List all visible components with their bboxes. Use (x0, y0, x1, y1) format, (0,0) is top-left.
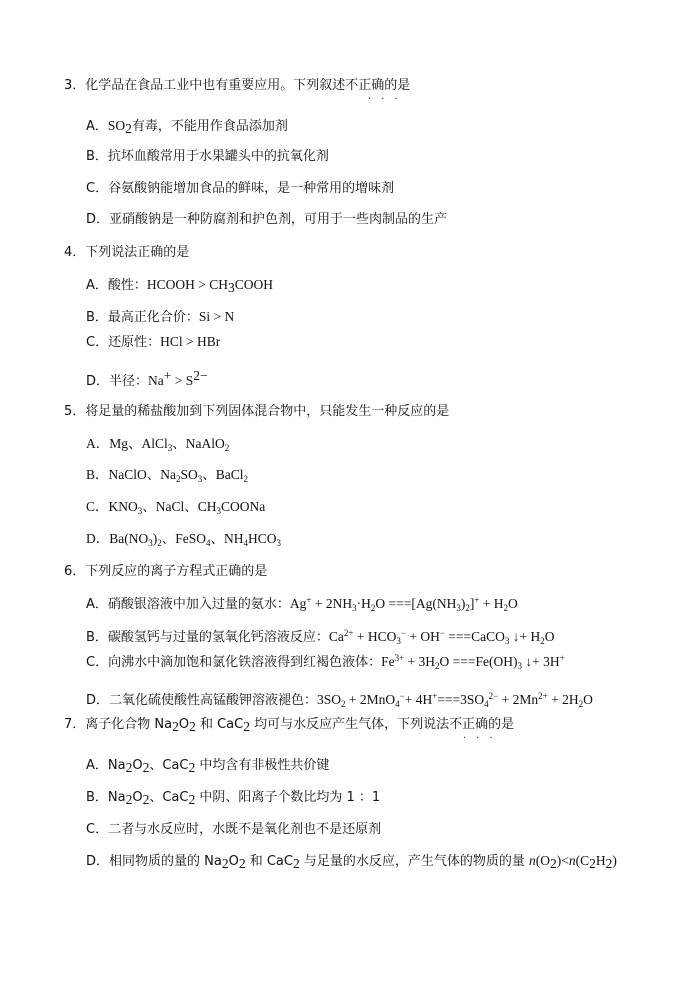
q6-b-t6: + OH (405, 629, 440, 644)
q5-b-sub2: 3 (197, 474, 203, 484)
q7-b-sub2: 2 (142, 792, 150, 807)
q6-a-t5: ·H (356, 596, 371, 611)
q7-s4: 均可与水反应产生气体，下列说法不正确的是 (249, 717, 515, 732)
q5-a-2: 、NaAlO (172, 436, 225, 451)
q6-c-t5: O ===Fe(OH) (439, 654, 518, 669)
q3-a-rest: 有毒，不能用作食品添加剂 (131, 119, 288, 134)
q4-d-prefix: D．半径： (86, 374, 149, 389)
q6-d-t13: + 2H (547, 692, 579, 707)
q4-d-gt: > S (171, 373, 194, 388)
q6-b-t7: − (439, 628, 445, 638)
q7-d-sub4: 2 (549, 856, 557, 871)
q5-option-a (86, 435, 229, 453)
q5-c-sub2: 3 (216, 506, 222, 516)
q6-b-t12: O (544, 629, 555, 644)
q6-a-t4: 3 (352, 603, 357, 613)
q5-c-sub1: 3 (137, 506, 143, 516)
q7-d-sub1: 2 (221, 856, 229, 871)
q4-a-formula: HCOOH > CH (146, 277, 229, 292)
q6-c-t1: Fe (381, 654, 395, 669)
q7-option-d (86, 852, 617, 871)
q5-option-b (86, 466, 248, 484)
q6-b-t5: − (400, 628, 406, 638)
q7-option-a (86, 757, 329, 775)
q7-d8: H (595, 853, 606, 868)
q6-a-t10: 2 (465, 603, 470, 613)
q7-a2: O (132, 758, 143, 773)
q5-d-sub3: 4 (206, 538, 211, 548)
q4-b-formula: Si > N (198, 309, 235, 324)
question-6-stem: 6．下列反应的离子方程式正确的是 (64, 564, 268, 579)
q7-b-sub3: 2 (188, 792, 196, 807)
q5-a-sub1: 3 (167, 443, 173, 453)
q6-b-t11: 2 (540, 636, 545, 646)
q5-b-1: B．NaClO、Na (86, 467, 176, 482)
q6-a-t7: O ===[Ag(NH (375, 596, 457, 611)
q7-d-sub5: 2 (589, 856, 596, 871)
q7-d3: 和 CaC (245, 854, 293, 869)
q6-d-t6: + 4H (404, 692, 433, 707)
q6-option-d (86, 691, 593, 710)
q7-d4: 与足量的水反应，产生气体的物质的量 (299, 854, 529, 869)
q6-d-t2: 2 (341, 699, 346, 709)
q6-option-b (86, 628, 555, 647)
q7-a-sub2: 2 (142, 760, 150, 775)
q3-a-prefix: A． (86, 119, 108, 134)
q7-d9: ) (612, 853, 617, 868)
q6-d-equation (317, 692, 593, 707)
q6-c-equation (381, 654, 565, 669)
emphasis-dots: ··· (368, 94, 408, 105)
q6-d-t1: 3SO (317, 692, 342, 707)
q6-b-t1: Ca (328, 629, 344, 644)
q6-a-t8: 3 (456, 603, 461, 613)
q7-s-sub1: 2 (172, 719, 179, 734)
q5-d-sub1: 3 (148, 538, 153, 548)
q6-b-t2: 2+ (343, 628, 354, 638)
q6-a-t15: O (508, 596, 518, 611)
q6-d-t12: 2+ (538, 691, 548, 701)
q6-b-t3: + HCO (353, 629, 397, 644)
q7-d1: D．相同物质的量的 Na (86, 854, 222, 869)
q6-a-t3: + 2NH (311, 596, 353, 611)
q5-d-sub4: 4 (243, 538, 249, 548)
q5-option-d (86, 530, 281, 548)
q7-a4: 中均含有非极性共价键 (195, 758, 330, 773)
q4-a-formula2: COOH (234, 277, 274, 292)
q5-c-3: COONa (221, 499, 266, 514)
q6-a-t12: + (474, 595, 480, 605)
q7-d2: O (228, 854, 239, 869)
q7-a1: A．Na (86, 758, 126, 773)
q4-option-d (86, 368, 208, 391)
q7-a3: 、CaC (149, 758, 189, 773)
emphasis-dots: ··· (463, 733, 503, 744)
q3-a-sub: 2 (125, 121, 132, 136)
q6-c-prefix: C．向沸水中滴加饱和氯化铁溶液得到红褐色液体： (86, 655, 382, 670)
q6-c-t8: + (559, 653, 565, 663)
q5-d-2: ) (152, 531, 158, 546)
q6-d-t9: 4 (484, 699, 489, 709)
q6-a-t13: + H (479, 596, 504, 611)
q6-b-t4: 3 (396, 636, 401, 646)
q3-stem-text: 3．化学品在食品工业中也有重要应用。下列叙述不正确的是 (64, 78, 411, 93)
q6-b-equation (329, 629, 555, 644)
q6-b-t10: ↓+ H (509, 629, 541, 644)
q7-d-sub2: 2 (238, 856, 246, 871)
q6-a-prefix: A．硝酸银溶液中加入过量的氨水： (86, 597, 290, 612)
q4-d-na: Na (148, 373, 164, 388)
q7-a-sub3: 2 (188, 760, 196, 775)
q6-d-t11: + 2Mn (498, 692, 539, 707)
q6-d-t10: 2− (488, 691, 499, 701)
q6-a-t6: 2 (370, 603, 376, 613)
q7-option-c: C．二者与水反应时，水既不是氧化剂也不是还原剂 (86, 822, 382, 837)
q3-option-d: D．亚硝酸钠是一种防腐剂和护色剂，可用于一些肉制品的生产 (86, 212, 448, 227)
q7-b1: B．Na (86, 790, 126, 805)
q6-d-t7: + (432, 691, 438, 701)
q4-c-formula: HCl > HBr (160, 334, 221, 349)
q7-s3: 和 CaC (195, 717, 244, 732)
q5-d-5: HCO (248, 531, 277, 546)
q5-b-sub3: 2 (243, 474, 249, 484)
q7-s-sub3: 2 (243, 719, 250, 734)
q5-b-sub1: 2 (176, 474, 181, 484)
q7-option-b (86, 789, 380, 807)
q6-a-t9: ) (460, 596, 466, 611)
q3-a-so: SO (107, 118, 126, 133)
q5-a-1: A．Mg、AlCl (86, 436, 168, 451)
q6-c-t2: 3+ (394, 653, 405, 663)
q7-b-sub1: 2 (125, 792, 133, 807)
q4-b-prefix: B．最高正化合价： (86, 310, 199, 325)
q7-d5: (O (535, 853, 550, 868)
q4-option-c (86, 333, 220, 352)
q7-s2: O (178, 717, 190, 732)
q5-d-4: 、NH (210, 531, 244, 546)
q7-b3: 、CaC (149, 790, 189, 805)
question-3-stem (64, 77, 410, 95)
q7-d7: (C (575, 853, 590, 868)
q6-option-c (86, 653, 565, 672)
q6-d-t3: + 2MnO (345, 692, 396, 707)
q3-option-a (86, 117, 288, 136)
q5-c-2: 、NaCl、CH (142, 499, 217, 514)
q5-d-1: D．Ba(NO (86, 531, 149, 546)
q7-d-n2: n (568, 853, 576, 868)
q7-a-sub1: 2 (125, 760, 133, 775)
q6-b-t9: 3 (504, 636, 510, 646)
q5-b-2: SO (180, 467, 198, 482)
q6-d-t4: 4 (395, 699, 400, 709)
q5-c-1: C．KNO (86, 499, 138, 514)
q6-a-t11: ] (469, 596, 475, 611)
q5-d-sub5: 3 (276, 538, 282, 548)
q6-d-t14: 2 (578, 699, 584, 709)
q6-b-t8: ===CaCO (444, 629, 505, 644)
q6-d-t8: ===3SO (437, 692, 485, 707)
q6-b-prefix: B．碳酸氢钙与过量的氢氧化钙溶液反应： (86, 630, 329, 645)
q6-c-t7: ↓+ 3H (522, 654, 560, 669)
q6-a-equation (290, 596, 518, 611)
q6-a-t14: 2 (503, 603, 509, 613)
q7-d-sub3: 2 (292, 856, 300, 871)
q5-d-3: 、FeSO (161, 531, 207, 546)
q5-d-sub2: 2 (157, 538, 162, 548)
q7-d-n1: n (528, 853, 536, 868)
q4-option-a (86, 276, 273, 295)
q6-a-t2: + (306, 595, 312, 605)
q6-d-prefix: D．二氧化硫使酸性高锰酸钾溶液褪色： (86, 693, 318, 708)
q6-c-t4: 2 (435, 661, 440, 671)
q6-d-t5: − (399, 691, 405, 701)
q4-a-prefix: A．酸性： (86, 278, 147, 293)
q5-a-sub2: 2 (224, 443, 230, 453)
q6-c-t3: + 3H (404, 654, 436, 669)
q5-option-c (86, 498, 265, 516)
q7-d6: )< (556, 853, 569, 868)
q7-d-sub6: 2 (605, 856, 613, 871)
q4-a-sub: 3 (228, 280, 235, 295)
q7-b2: O (132, 790, 143, 805)
q4-option-b (86, 308, 234, 327)
question-5-stem: 5．将足量的稀盐酸加到下列固体混合物中，只能发生一种反应的是 (64, 404, 450, 419)
question-4-stem: 4．下列说法正确的是 (64, 245, 190, 260)
question-7-stem (64, 716, 514, 734)
q5-b-3: 、BaCl (202, 467, 244, 482)
q4-c-prefix: C．还原性： (86, 335, 161, 350)
q3-option-b: B．抗坏血酸常用于水果罐头中的抗氧化剂 (86, 149, 329, 164)
q6-d-t15: O (583, 692, 593, 707)
q4-d-sup1: + (163, 368, 172, 383)
q6-c-t6: 3 (517, 661, 522, 671)
q7-s-sub2: 2 (189, 719, 196, 734)
q4-d-sup2: 2− (193, 368, 208, 383)
q7-b4: 中阴、阳离子个数比均为 1 ：1 (195, 790, 381, 805)
q7-s1: 7．离子化合物 Na (64, 717, 173, 732)
q3-option-c: C．谷氨酸钠能增加食品的鲜味，是一种常用的增味剂 (86, 181, 395, 196)
q6-option-a (86, 595, 518, 614)
q6-a-t1: Ag (289, 596, 307, 611)
